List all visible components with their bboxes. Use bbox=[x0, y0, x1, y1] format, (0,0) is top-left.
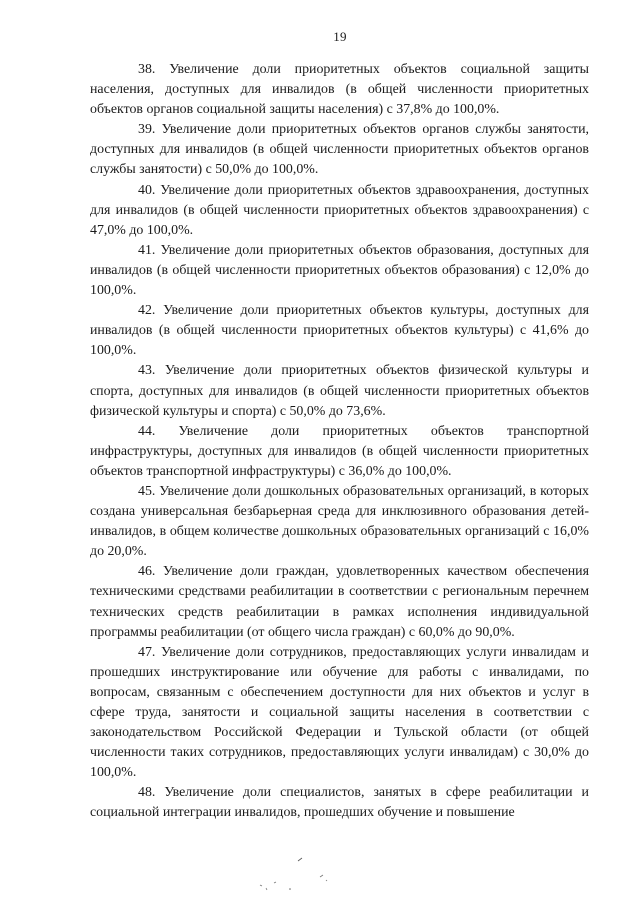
paragraph-40: 40. Увеличение доли приоритетных объектов здравоохранения, доступных для инвалидов (в общей численности приоритетных объектов здравоохранения) с 47,0% до 100,0%. bbox=[90, 182, 589, 238]
page-number: 19 bbox=[333, 29, 347, 44]
paragraph-43: 43. Увеличение доли приоритетных объектов физической культуры и спорта, доступных для инвалидов (в общей численности приоритетных объектов физической культуры и спорта) с 50,0% до 73,6%. bbox=[90, 363, 589, 419]
paragraph-45: 45. Увеличение доли дошкольных образовательных организаций, в которых создана универсальная безбарьерная среда для инклюзивного образования детей-инвалидов, в общем количестве дошкольных образовательных организаций с 16,0% до 20,0%. bbox=[90, 483, 589, 560]
paragraph-39: 39. Увеличение доли приоритетных объектов органов службы занятости, доступных для инвалидов (в общей численности приоритетных объектов органов службы занятости) с 50,0% до 100,0%. bbox=[90, 122, 589, 178]
paragraph-38: 38. Увеличение доли приоритетных объектов социальной защиты населения, доступных для инвалидов (в общей численности приоритетных объектов органов социальной защиты населения) с 37,8% до 100,0%. bbox=[90, 62, 589, 118]
paragraph-42: 42. Увеличение доли приоритетных объектов культуры, доступных для инвалидов (в общей численности приоритетных объектов культуры) с 41,6% до 100,0%. bbox=[90, 303, 589, 359]
document-body bbox=[90, 60, 589, 824]
paragraph-41: 41. Увеличение доли приоритетных объектов образования, доступных для инвалидов (в общей численности приоритетных объектов образования) с 12,0% до 100,0%. bbox=[90, 242, 589, 299]
paragraph-47: 47. Увеличение доли сотрудников, предоставляющих услуги инвалидам и прошедших инструктирование или обучение для работы с инвалидами, по вопросам, связанным с обеспечением доступности для них объектов и услуг в сфере труда, занятости и социальной защиты населения в соответствии с законодательством Российской Федерации и Тульской области (от общей численности таких сотрудников, предоставляющих услуги инвалидам) с 30,0% до 100,0%. bbox=[90, 644, 589, 781]
paragraph-46: 46. Увеличение доли граждан, удовлетворенных качеством обеспечения техническими средствами реабилитации в соответствии с региональным перечнем технических средств реабилитации в рамках исполнения индивидуальной программы реабилитации (от общего числа граждан) с 60,0% до 90,0%. bbox=[90, 564, 589, 640]
scan-artifact-marks bbox=[250, 855, 340, 895]
paragraph-44: 44. Увеличение доли приоритетных объектов транспортной инфраструктуры, доступных для инвалидов (в общей численности приоритетных объектов транспортной инфраструктуры) с 36,0% до 100,0%. bbox=[90, 423, 589, 479]
paragraph-48: 48. Увеличение доли специалистов, занятых в сфере реабилитации и социальной интеграции инвалидов, прошедших обучение и повышение bbox=[90, 785, 589, 821]
